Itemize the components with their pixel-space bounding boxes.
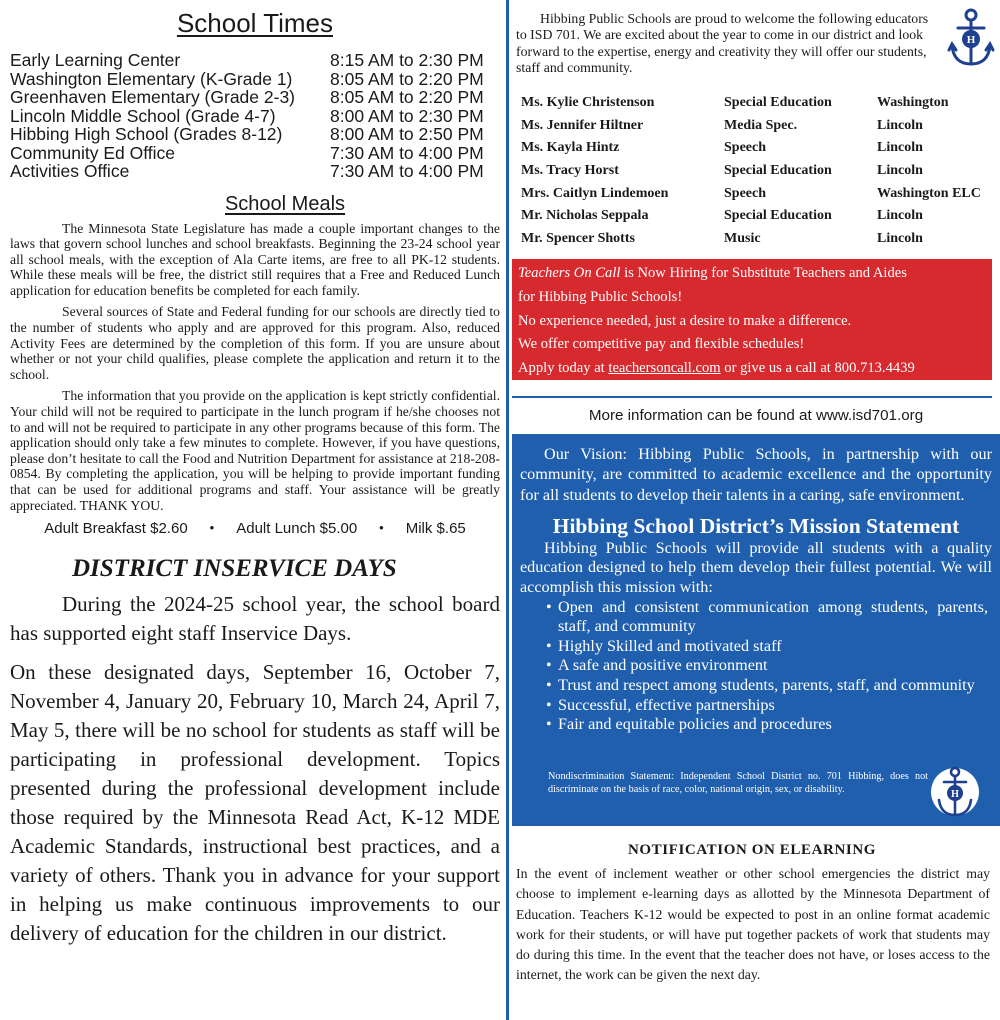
school-name: Lincoln Middle School (Grade 4-7) [10,105,276,126]
list-item: • Successful, effective partnerships [548,696,988,716]
svg-text:H: H [966,34,976,46]
meals-paragraph: The information that you provide on the application is kept strictly confidential. Your child will not be required to participate in the lunch program if he/she chooses not to and will not be required to participate in any other programs because of this form. The application should only take a few minutes to complete. However, if you have questions, please don’t hesitate to call the Food and Nutrition Department for assistance at 218-208-0854. By completing the application, you will be helping to provide important funding that can be used for additional programs and staff. Your assistance will be greatly appreciated. THANK YOU. [10,388,500,513]
staff-name: Mrs. Caitlyn Lindemoen [521,185,669,201]
school-hours: 7:30 AM to 4:00 PM [330,142,484,163]
toc-line-text: or give us a call at 800.713.4439 [720,360,915,377]
column-divider [506,0,509,1020]
list-item: • Highly Skilled and motivated staff [548,637,988,657]
table-row [521,228,991,251]
price-milk: Milk $.65 [405,520,466,538]
toc-line: We offer competitive pay and flexible schedules! [518,336,805,353]
school-name: Activities Office [10,161,130,181]
table-row [521,137,991,160]
school-hours: 8:15 AM to 2:30 PM [330,50,484,70]
table-row [521,115,991,138]
staff-school: Washington ELC [877,185,981,201]
inservice-intro: During the 2024-25 school year, the school board has supported eight staff Inservice Days. [10,592,500,646]
toc-line: for Hibbing Public Schools! [518,288,683,305]
staff-name: Ms. Tracy Horst [521,163,619,179]
school-name: Hibbing High School (Grades 8-12) [10,124,283,144]
elearning-title: NOTIFICATION ON ELEARNING [627,842,877,858]
list-item: • Fair and equitable policies and procedures [548,715,988,735]
staff-school: Lincoln [877,140,923,156]
nondiscrimination-statement: Nondiscrimination Statement: Independent School District no. 701 Hibbing, does not discriminate on the basis of race, color, national origin, sex, or disability. [548,771,928,796]
staff-school: Washington [877,95,949,111]
staff-name: Mr. Spencer Shotts [521,230,635,246]
school-time-row [10,88,500,107]
welcome-text: Hibbing Public Schools are proud to welcome the following educators to ISD 701. We are excited about the year to come in our district and look forward to the expertise, energy and creativity they will offer our students, staff and community. [516,11,929,76]
staff-school: Lincoln [877,117,923,133]
staff-role: Special Education [724,163,832,179]
mission-list [520,598,992,735]
list-item: • Trust and respect among students, parents, staff, and community [548,676,988,696]
price-adult-breakfast: Adult Breakfast $2.60 [44,520,188,538]
staff-school: Lincoln [877,163,923,179]
staff-role: Special Education [724,95,832,111]
more-info-text: More information can be found at www.isd701.org [588,407,924,424]
staff-role: Special Education [724,208,832,224]
teachersoncall-link[interactable]: teachersoncall.com [608,360,721,377]
school-hours: 8:05 AM to 2:20 PM [330,87,484,107]
teachers-on-call-ad [512,259,992,380]
staff-name: Ms. Kayla Hintz [521,140,620,156]
meals-paragraph: Several sources of State and Federal funding for our schools are directly tied to the number of students who apply and are approved for this program. Also, reduced Activity Fees are determined by the completion of this form. If you are unsure about whether or not your child qualifies, please complete the application and return it to the school. [10,304,500,382]
school-meals-body [10,221,500,514]
anchor-logo-icon [946,6,996,70]
school-name: Early Learning Center [10,50,181,70]
vision-statement: Our Vision: Hibbing Public Schools, in partnership with our community, are committed to academic excellence and the opportunity for all students to develop their talents in a caring, safe environment. [520,445,992,504]
table-row [521,92,991,115]
toc-line: No experience needed, just a desire to make a difference. [518,312,852,329]
inservice-details: On these designated days, September 16, October 7, November 4, January 20, February 10, March 24, April 7, May 5, there will be no school for students as staff will be participating in professional development. Topics presented during the professional development include those required by the Minnesota Read Act, K-12 MDE Academic Standards, instructional best practices, and a variety of others. Thank you in advance for your support in helping us make continuous improvements to our delivery of education for the children in our district. [10,660,500,946]
staff-role: Speech [724,185,766,201]
school-name: Greenhaven Elementary (Grade 2-3) [10,87,295,107]
list-item: • A safe and positive environment [548,656,988,676]
school-time-row [10,125,500,144]
school-time-row [10,162,500,181]
school-meals-title: School Meals [224,192,346,215]
school-hours: 8:00 AM to 2:30 PM [330,105,484,126]
toc-line-text: is Now Hiring for Substitute Teachers and Aides [620,265,907,281]
staff-school: Lincoln [877,208,923,224]
table-row [521,205,991,228]
table-row [521,182,991,205]
school-time-row [10,51,500,70]
school-hours: 8:00 AM to 2:50 PM [330,124,484,144]
staff-role: Media Spec. [724,117,798,133]
section-rule [512,396,992,398]
toc-line-text: Apply today at [518,360,609,377]
meal-prices [10,520,500,537]
toc-brand: Teachers On Call [518,265,621,281]
mission-text: Hibbing Public Schools will provide all students with a quality education designed to help them develop their fullest potential. We will accomplish this mission with: [520,538,992,597]
price-adult-lunch: Adult Lunch $5.00 [236,520,358,538]
school-time-row [10,70,500,89]
school-times-list [10,51,500,181]
toc-line [518,262,992,286]
table-row [521,160,991,183]
school-time-row [10,107,500,126]
bullet-separator: • [209,520,215,536]
school-time-row [10,144,500,163]
staff-name: Ms. Kylie Christenson [521,95,655,111]
school-hours: 8:05 AM to 2:20 PM [330,68,484,89]
staff-name: Mr. Nicholas Seppala [521,208,649,224]
school-name: Community Ed Office [10,142,176,163]
school-name: Washington Elementary (K-Grade 1) [10,68,293,89]
list-item: • Open and consistent communication among students, parents, staff, and community [548,598,988,637]
bullet-separator: • [379,520,384,536]
elearning-text: In the event of inclement weather or other school emergencies the district may choose to implement e-learning days as allotted by the Minnesota Department of Education. Teachers K-12 would be expected to post in an online format academic work for their students, or will have put together packets of work that students may do during this time. In the event that the teacher does not have, or loses access to the internet, the work can be given the next day. [516,866,990,983]
staff-name: Ms. Jennifer Hiltner [521,117,644,133]
school-hours: 7:30 AM to 4:00 PM [330,161,484,181]
staff-role: Speech [724,140,766,156]
new-staff-table [521,92,991,250]
meals-paragraph: The Minnesota State Legislature has made a couple important changes to the laws that govern school lunches and school breakfasts. Beginning the 23-24 school year all school meals, with the exception of Ala Carte items, are free to all PK-12 students. While these meals will be free, the district still requires that a Free and Reduced Lunch application for education benefits be completed for each family. [10,220,500,298]
staff-school: Lincoln [877,230,923,246]
toc-line [518,357,992,381]
svg-text:H: H [951,789,959,800]
inservice-title: DISTRICT INSERVICE DAYS [72,555,397,583]
school-times-title: School Times [176,8,334,38]
left-column [10,6,500,948]
staff-role: Music [724,230,761,246]
mission-title: Hibbing School District’s Mission Statement [552,513,960,538]
anchor-logo-icon [930,762,980,822]
vision-mission-box [512,434,1000,826]
